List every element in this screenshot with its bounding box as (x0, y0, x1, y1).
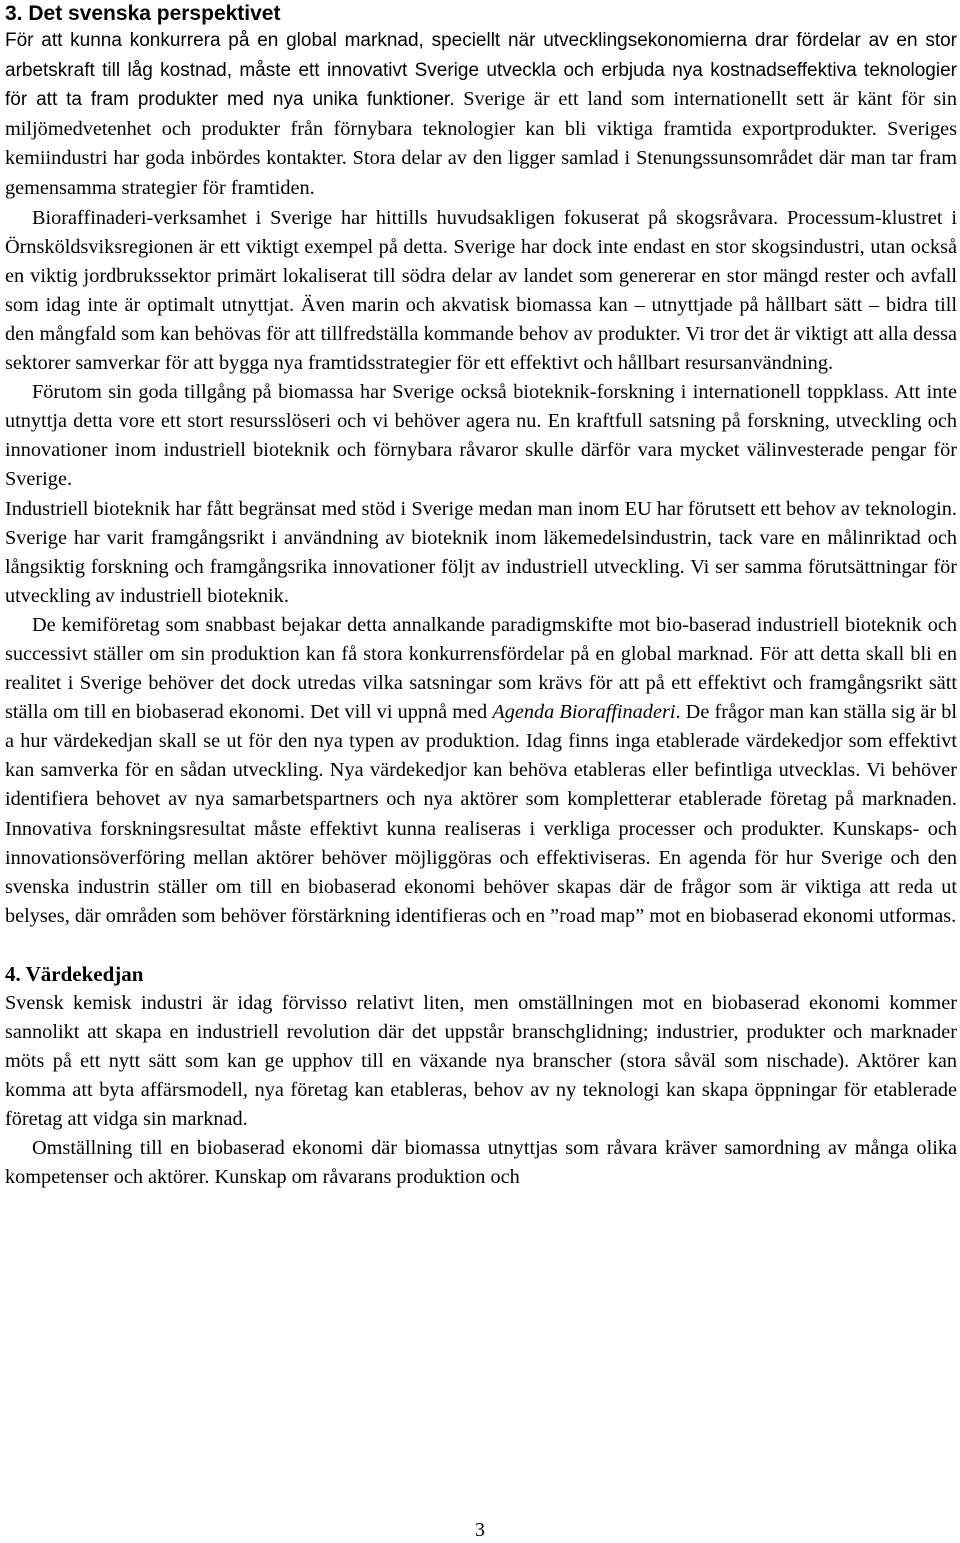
section-3-heading: 3. Det svenska perspektivet (5, 2, 281, 25)
section-3-paragraph-5-before: De kemiföretag som snabbast bejakar detta annalkande paradigmskifte mot bio-baserad industriell bioteknik och successivt ställer om sin produktion kan få stora konkurrensfördelar på en global marknad. För att detta skall bli en realitet i Sverige behöver det dock utredas vilka satsningar som krävs för att på ett effektivt och framgångsrikt sätt ställa om till en biobaserad ekonomi. Det vill vi uppnå med (5, 613, 957, 724)
section-3-paragraph-1-intro: För att kunna konkurrera på en global marknad, speciellt när utvecklingsekonomierna drar fördelar av en stor arbetskraft till låg kostnad, måste ett innovativt Sverige utveckla och erbjuda nya kostnadseffektiva teknologier för att ta fram produkter med nya unika funktioner. (5, 30, 957, 111)
agenda-title: Agenda Bioraffinaderi (492, 701, 676, 724)
page-number: 3 (475, 1519, 485, 1541)
section-4-heading: 4. Värdekedjan (5, 961, 144, 986)
section-3-paragraph-5 (5, 611, 957, 931)
section-3-paragraph-2: Bioraffinaderi-verksamhet i Sverige har hittills huvudsakligen fokuserat på skogsråvara. Processum-klustret i Örnsköldsviksregionen är ett viktigt exempel på detta. Sverige har dock inte endast en stor skogsindustri, utan också en viktig jordbrukssektor primärt lokaliserat till södra delar av landet som genererar en stor mängd rester och avfall som idag inte är optimalt utnyttjat. Även marin och akvatisk biomassa kan – utnyttjade på hållbart sätt – bidra till den mångfald som kan behövas för att tillfredställa kommande behov av produkter. Vi tror det är viktigt att alla dessa sektorer samverkar för att bygga nya framtidsstrategier för ett effektivt och hållbart resursanvändning. (5, 206, 957, 375)
section-3-paragraph-1 (5, 26, 957, 204)
section-3-paragraph-5-after: . De frågor man kan ställa sig är bl a hur värdekedjan skall se ut för den nya typen av produktion. Idag finns inga etablerade värdekedjor som effektivt kan samverka för en sådan utveckling. Nya värdekedjor kan behöva etableras eller befintliga utvecklas. Vi behöver identifiera behovet av nya samarbetspartners och nya aktörer som kompletterar etablerade företag på marknaden. Innovativa forskningsresultat måste effektivt kunna realiseras i verkliga processer och produkter. Kunskaps- och innovationsöverföring mellan aktörer behöver möjliggöras och effektiviseras. En agenda för hur Sverige och den svenska industrin ställer om till en biobaserad ekonomi behöver skapas där de frågor som är viktiga att reda ut belyses, där områden som behöver förstärkning identifieras och en ”road map” mot en biobaserad ekonomi utformas. (5, 701, 958, 927)
section-4-paragraph-2: Omställning till en biobaserad ekonomi där biomassa utnyttjas som råvara kräver samordning av många olika kompetenser och aktörer. Kunskap om råvarans produktion och (5, 1137, 957, 1189)
section-3-paragraph-1-rest: Sverige är ett land som internationellt sett är känt för sin miljömedvetenhet och produkter från förnybara teknologier kan bli viktiga framtida exportprodukter. Sveriges kemiindustri har goda inbördes kontakter. Stora delar av den ligger samlad i Stenungssunsområdet där man tar fram gemensamma strategier för framtiden. (5, 88, 957, 199)
section-3-paragraph-3: Förutom sin goda tillgång på biomassa har Sverige också bioteknik-forskning i internationell toppklass. Att inte utnyttja detta vore ett stort resursslöseri och vi behöver agera nu. En kraftfull satsning på forskning, utveckling och innovationer inom industriell bioteknik och förnybara råvaror skulle därför vara mycket välinvesterade pengar för Sverige. (5, 381, 957, 491)
section-3-paragraph-4: Industriell bioteknik har fått begränsat med stöd i Sverige medan man inom EU har förutsett ett behov av teknologin. Sverige har varit framgångsrikt i användning av bioteknik inom läkemedelsindustrin, tack vare en målinriktad och långsiktig forskning och framgångsrika innovationer följt av industriell utveckling. Vi ser samma förutsättningar för utveckling av industriell bioteknik. (5, 497, 957, 607)
section-4-paragraph-1: Svensk kemisk industri är idag förvisso relativt liten, men omställningen mot en biobaserad ekonomi kommer sannolikt att skapa en industriell revolution där det uppstår branschglidning; industrier, produkter och marknader möts på ett nytt sätt som kan ge upphov till en växande nya branscher (stora såväl som nischade). Aktörer kan komma att byta affärsmodell, nya företag kan etableras, behov av ny teknologi kan skapa öppningar för etablerade företag att vidga sin marknad. (5, 991, 957, 1131)
section-spacer (5, 931, 957, 960)
document-page (5, 0, 957, 1193)
